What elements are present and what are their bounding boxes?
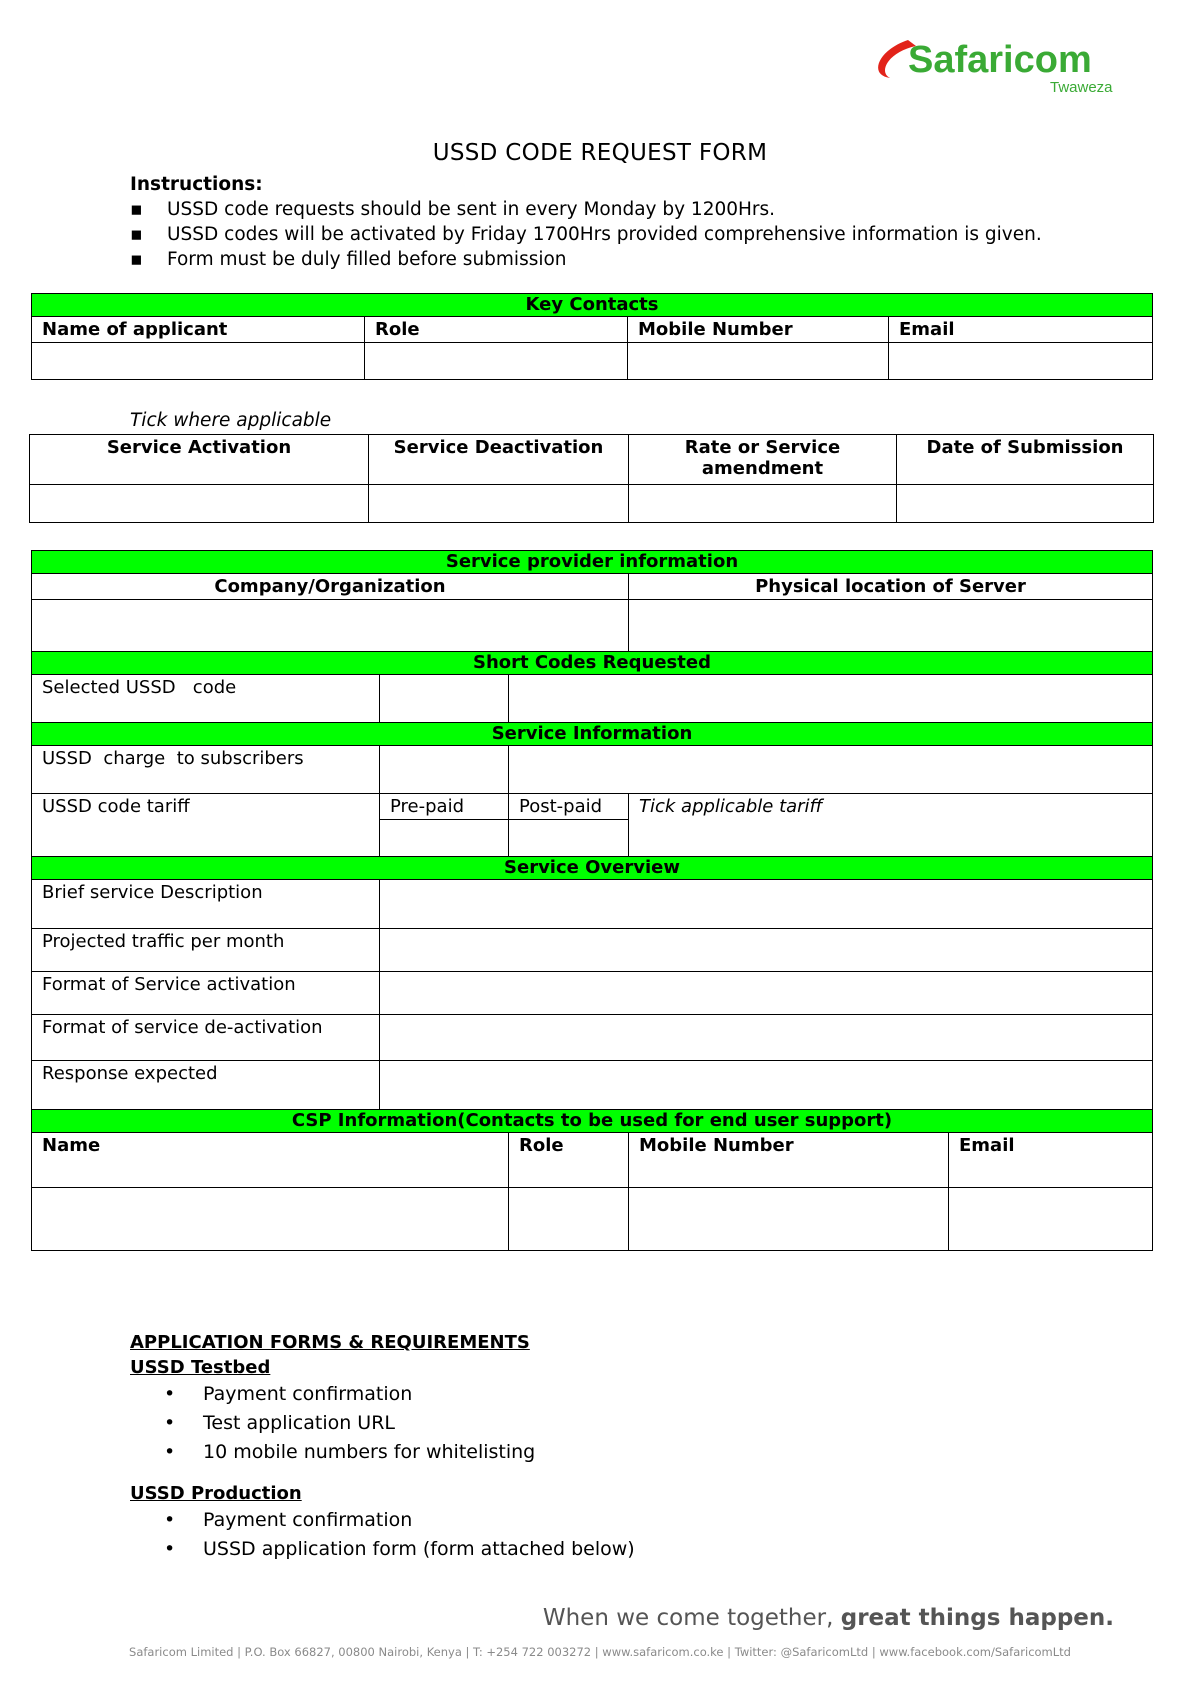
- short-codes-heading: Short Codes Requested: [32, 652, 1153, 675]
- tagline-regular: When we come together,: [542, 1605, 841, 1631]
- testbed-list: [130, 1380, 635, 1467]
- col-physical-location-of-server: Physical location of Server: [629, 574, 1153, 600]
- instructions-label: Instructions:: [130, 174, 263, 195]
- testbed-item: • 10 mobile numbers for whitelisting: [130, 1438, 635, 1467]
- service-activation-tick[interactable]: [30, 485, 369, 523]
- csp-col-name: Name: [32, 1133, 509, 1188]
- ussd-code-tariff-label: USSD code tariff: [32, 794, 380, 857]
- csp-email-field[interactable]: [949, 1188, 1153, 1251]
- service-deactivation-tick[interactable]: [369, 485, 629, 523]
- ussd-charge-label: USSD charge to subscribers: [32, 746, 380, 794]
- csp-mobile-field[interactable]: [629, 1188, 949, 1251]
- applicant-role-field[interactable]: [365, 343, 628, 380]
- format-of-service-activation-field[interactable]: [380, 972, 1153, 1015]
- tick-where-applicable-note: Tick where applicable: [130, 410, 332, 431]
- ussd-testbed-title: USSD Testbed: [130, 1357, 271, 1378]
- testbed-item: • Test application URL: [130, 1409, 635, 1438]
- col-rate-or-service-amendment: Rate or Service amendment: [629, 435, 897, 485]
- selected-ussd-code-label: Selected USSD code: [32, 675, 380, 723]
- logo-tagline: Twaweza: [1050, 79, 1113, 96]
- instruction-item: ▪ Form must be duly filled before submission: [130, 247, 1042, 272]
- tick-applicable-tariff-note: Tick applicable tariff: [629, 794, 1153, 857]
- ussd-charge-field[interactable]: [380, 746, 509, 794]
- date-of-submission-field[interactable]: [897, 485, 1154, 523]
- application-requirements: [130, 1330, 635, 1564]
- projected-traffic-field[interactable]: [380, 929, 1153, 972]
- footer-tagline: [543, 1605, 1114, 1631]
- key-contacts-heading: Key Contacts: [32, 294, 1153, 317]
- csp-role-field[interactable]: [509, 1188, 629, 1251]
- logo-wordmark: Safaricom: [908, 39, 1092, 81]
- instructions-list: [130, 197, 1042, 272]
- selected-ussd-code-field[interactable]: [380, 675, 509, 723]
- postpaid-tick[interactable]: [509, 820, 629, 857]
- prepaid-tick[interactable]: [380, 820, 509, 857]
- projected-traffic-label: Projected traffic per month: [32, 929, 380, 972]
- service-type-table: [29, 434, 1154, 523]
- applicant-mobile-field[interactable]: [628, 343, 889, 380]
- rate-amendment-tick[interactable]: [629, 485, 897, 523]
- instruction-item: ▪ USSD code requests should be sent in every Monday by 1200Hrs.: [130, 197, 1042, 222]
- service-provider-heading: Service provider information: [32, 551, 1153, 574]
- footer-address: Safaricom Limited | P.O. Box 66827, 00800 Nairobi, Kenya | T: +254 722 003272 | www.safaricom.co.ke | Twitter: @SafaricomLtd | www.facebook.com/SafaricomLtd: [129, 1645, 1071, 1659]
- col-name-of-applicant: Name of applicant: [32, 317, 365, 343]
- selected-ussd-code-notes[interactable]: [509, 675, 1153, 723]
- col-mobile-number: Mobile Number: [628, 317, 889, 343]
- instructions: [130, 172, 1042, 272]
- service-details-table: [31, 550, 1153, 1251]
- brief-service-description-field[interactable]: [380, 880, 1153, 929]
- testbed-item: • Payment confirmation: [130, 1380, 635, 1409]
- form-title: USSD CODE REQUEST FORM: [432, 140, 768, 166]
- format-of-service-activation-label: Format of Service activation: [32, 972, 380, 1015]
- service-information-heading: Service Information: [32, 723, 1153, 746]
- production-list: [130, 1506, 635, 1564]
- col-email: Email: [889, 317, 1153, 343]
- col-service-activation: Service Activation: [30, 435, 369, 485]
- csp-information-heading: CSP Information(Contacts to be used for end user support): [32, 1110, 1153, 1133]
- company-organization-field[interactable]: [32, 600, 629, 652]
- postpaid-label: Post-paid: [509, 794, 629, 820]
- format-of-service-deactivation-label: Format of service de-activation: [32, 1015, 380, 1061]
- ussd-production-title: USSD Production: [130, 1483, 302, 1504]
- production-item: • Payment confirmation: [130, 1506, 635, 1535]
- col-company-organization: Company/Organization: [32, 574, 629, 600]
- format-of-service-deactivation-field[interactable]: [380, 1015, 1153, 1061]
- server-location-field[interactable]: [629, 600, 1153, 652]
- prepaid-label: Pre-paid: [380, 794, 509, 820]
- production-item: • USSD application form (form attached below): [130, 1535, 635, 1564]
- safaricom-logo: [868, 30, 1148, 100]
- service-overview-heading: Service Overview: [32, 857, 1153, 880]
- key-contacts-table: [31, 293, 1153, 380]
- applicant-name-field[interactable]: [32, 343, 365, 380]
- response-expected-field[interactable]: [380, 1061, 1153, 1110]
- csp-col-email: Email: [949, 1133, 1153, 1188]
- col-service-deactivation: Service Deactivation: [369, 435, 629, 485]
- col-role: Role: [365, 317, 628, 343]
- brief-service-description-label: Brief service Description: [32, 880, 380, 929]
- requirements-heading: APPLICATION FORMS & REQUIREMENTS: [130, 1332, 530, 1353]
- instruction-item: ▪ USSD codes will be activated by Friday 1700Hrs provided comprehensive information is given.: [130, 222, 1042, 247]
- csp-col-mobile-number: Mobile Number: [629, 1133, 949, 1188]
- csp-name-field[interactable]: [32, 1188, 509, 1251]
- tagline-bold: great things happen.: [840, 1605, 1114, 1631]
- col-date-of-submission: Date of Submission: [897, 435, 1154, 485]
- csp-col-role: Role: [509, 1133, 629, 1188]
- applicant-email-field[interactable]: [889, 343, 1153, 380]
- ussd-charge-notes[interactable]: [509, 746, 1153, 794]
- response-expected-label: Response expected: [32, 1061, 380, 1110]
